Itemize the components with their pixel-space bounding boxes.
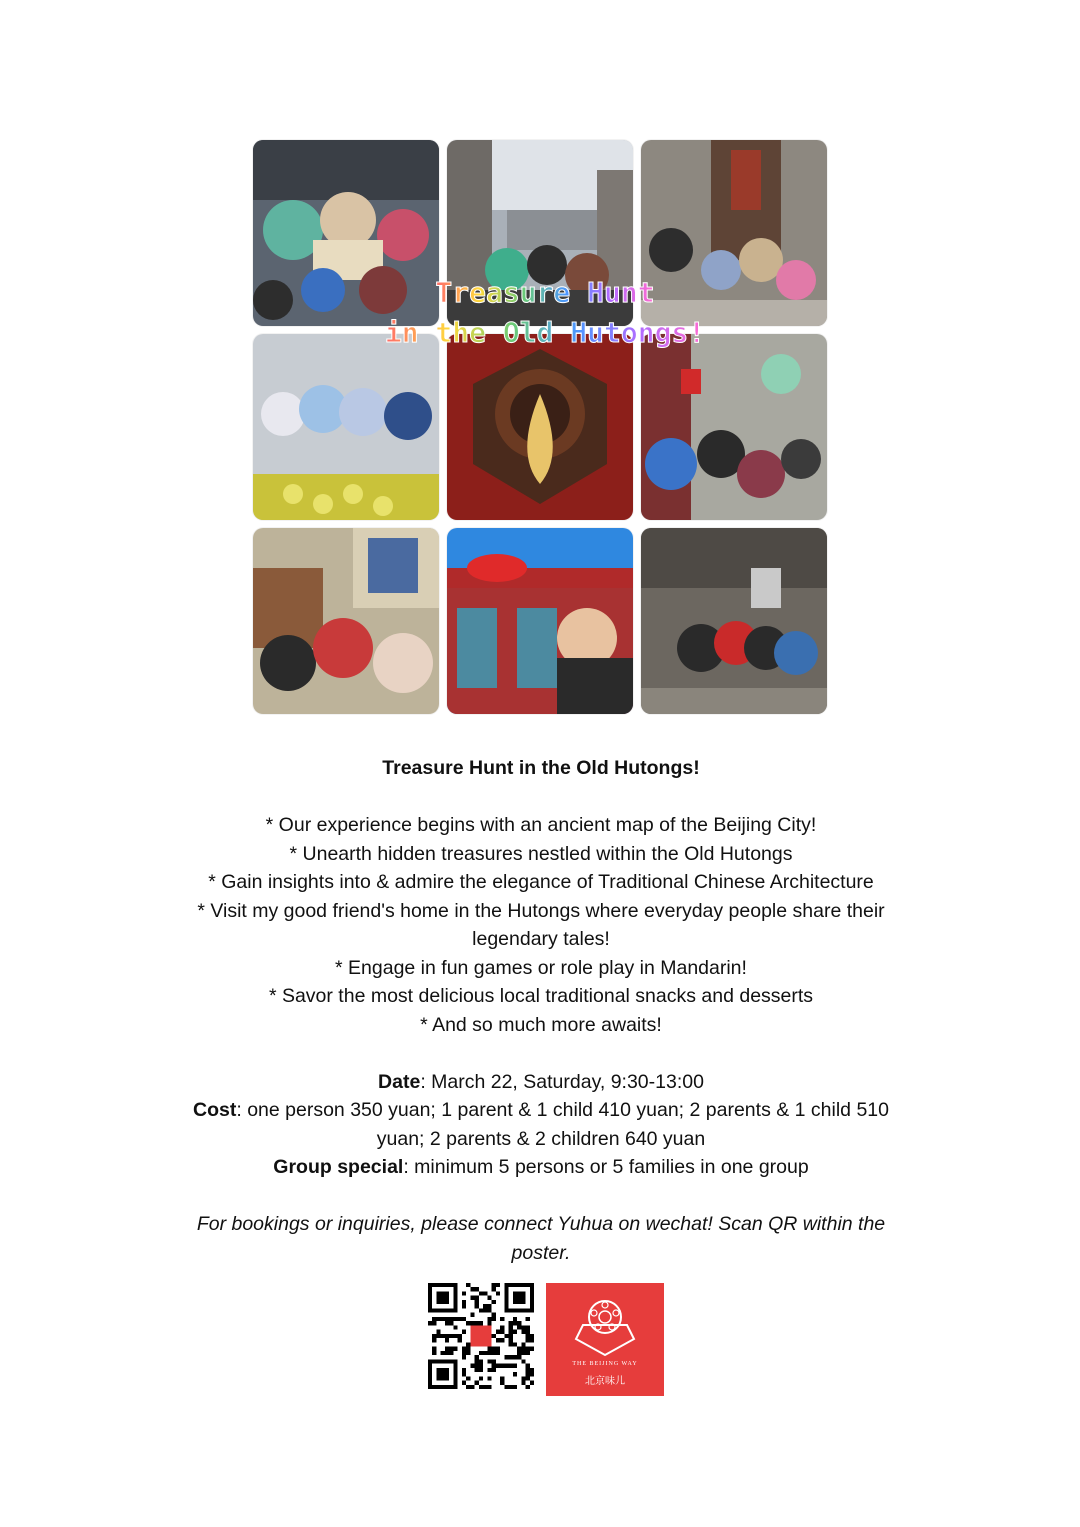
photo-visit-friends-home: [253, 528, 439, 714]
photo-hutong-street: [447, 140, 633, 326]
logo-english-text: THE BEIJING WAY: [572, 1361, 638, 1367]
date-value: : March 22, Saturday, 9:30-13:00: [420, 1070, 704, 1093]
photo-courtyard-door: [641, 140, 827, 326]
cost-label: Cost: [193, 1099, 237, 1121]
booking-note: For bookings or inquiries, please connect Yuhua on wechat! Scan QR within the poster.: [196, 1213, 886, 1264]
contact-codes: [428, 1283, 664, 1396]
group-line: [180, 1153, 902, 1182]
photo-women-snacks: [253, 334, 439, 520]
bullet-item: * Gain insights into & admire the elegance of Traditional Chinese Architecture: [208, 871, 874, 893]
photo-red-door-knocker: [447, 334, 633, 520]
cost-line: [180, 1096, 902, 1153]
poster-heading: Treasure Hunt in the Old Hutongs!: [382, 757, 700, 779]
group-label: Group special: [273, 1156, 404, 1178]
poster-text: [180, 754, 902, 1287]
bullet-list: [180, 811, 902, 1039]
bullet-item: * Our experience begins with an ancient map of the Beijing City!: [265, 814, 817, 836]
photo-kids-at-gate: [641, 334, 827, 520]
bullet-item: * And so much more awaits!: [420, 1013, 662, 1036]
photo-kids-with-map: [253, 140, 439, 326]
event-details: [180, 1068, 902, 1182]
bullet-item: * Engage in fun games or role play in Mandarin!: [335, 956, 747, 979]
group-value: : minimum 5 persons or 5 families in one group: [403, 1156, 809, 1178]
overlay-line2: in the Old Hutongs!: [384, 316, 706, 349]
bullet-item: * Savor the most delicious local traditional snacks and desserts: [268, 985, 814, 1007]
logo-chinese-text: 北京味儿: [585, 1376, 625, 1387]
photo-collage: [253, 140, 827, 714]
date-line: [180, 1068, 902, 1097]
photo-red-lantern-gate: [447, 528, 633, 714]
cost-value: : one person 350 yuan; 1 parent & 1 child 410 yuan; 2 parents & 1 child 510 yuan; 2 parents & 2 children 640 yuan: [236, 1099, 889, 1150]
bullet-item: * Unearth hidden treasures nestled within the Old Hutongs: [289, 842, 793, 865]
qr-code-icon[interactable]: [428, 1283, 534, 1389]
date-label: Date: [378, 1070, 421, 1093]
bullet-item: * Visit my good friend's home in the Hutongs where everyday people share their legendary tales!: [197, 899, 885, 950]
beijing-way-logo-icon: [546, 1283, 664, 1396]
overlay-line1: Treasure Hunt: [435, 276, 655, 309]
photo-group-in-hutong: [641, 528, 827, 714]
